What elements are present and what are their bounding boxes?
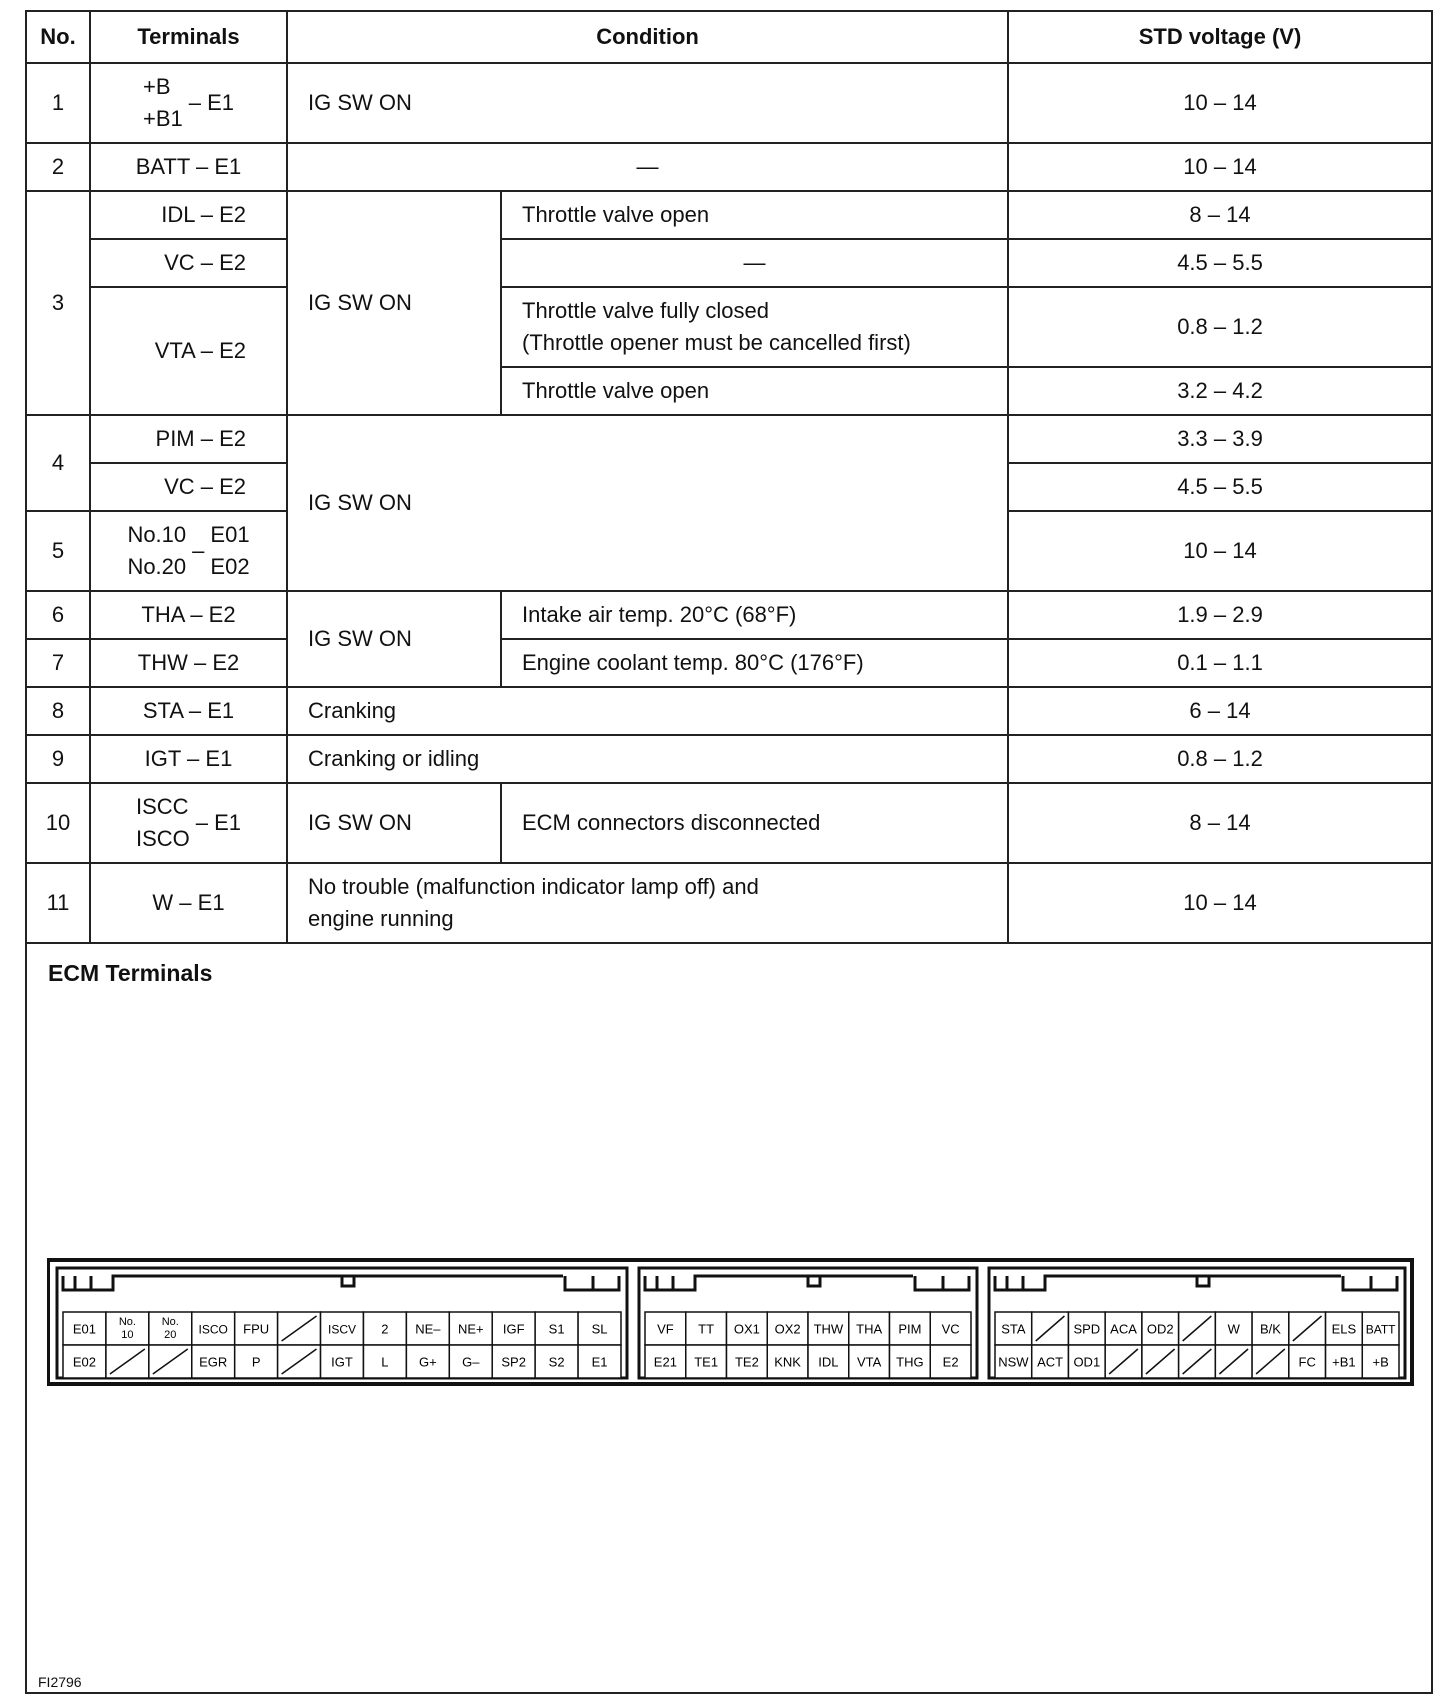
pin-label: E2 bbox=[942, 1354, 959, 1370]
row-detail: — bbox=[501, 239, 1008, 287]
terminal-name: E01 bbox=[210, 522, 250, 547]
table-row bbox=[26, 287, 1432, 367]
row-condition: IG SW ON bbox=[287, 783, 501, 863]
pin-label: E1 bbox=[591, 1354, 608, 1370]
detail-line: (Throttle opener must be cancelled first) bbox=[522, 330, 911, 355]
row-voltage: 6 – 14 bbox=[1008, 687, 1432, 735]
connector-svg bbox=[47, 1258, 1415, 1390]
pin-label: No. bbox=[118, 1316, 136, 1328]
row-terminals: THW – E2 bbox=[90, 639, 287, 687]
table-row bbox=[26, 239, 1432, 287]
pin-label: W bbox=[1227, 1321, 1240, 1337]
row-detail: Throttle valve open bbox=[501, 191, 1008, 239]
pin-label: VF bbox=[657, 1321, 674, 1337]
pin-label: ACA bbox=[1110, 1321, 1137, 1337]
table-row bbox=[26, 735, 1432, 783]
row-detail: Engine coolant temp. 80°C (176°F) bbox=[501, 639, 1008, 687]
pin-label: G+ bbox=[418, 1354, 437, 1370]
pin-label: P bbox=[251, 1354, 261, 1370]
row-terminals: IDL – E2 bbox=[90, 191, 287, 239]
row-no: 4 bbox=[26, 415, 90, 511]
latch-notch bbox=[645, 1276, 969, 1290]
terminal-ground: – E1 bbox=[188, 90, 235, 115]
pin-label: OX1 bbox=[733, 1321, 760, 1337]
row-detail bbox=[501, 287, 1008, 367]
row-voltage: 0.1 – 1.1 bbox=[1008, 639, 1432, 687]
pin-label: IDL bbox=[818, 1354, 839, 1370]
row-terminals bbox=[90, 783, 287, 863]
terminal-name: ISCC bbox=[135, 794, 189, 819]
row-voltage: 10 – 14 bbox=[1008, 863, 1432, 943]
voltage-spec-table bbox=[25, 10, 1433, 944]
pin-label: TT bbox=[698, 1321, 715, 1337]
pin-label: BATT bbox=[1365, 1322, 1396, 1337]
table-row bbox=[26, 415, 1432, 463]
table-row bbox=[26, 863, 1432, 943]
pin-label: E02 bbox=[72, 1354, 97, 1370]
pin-label: TE2 bbox=[734, 1354, 759, 1370]
row-terminals bbox=[90, 511, 287, 591]
table-row bbox=[26, 639, 1432, 687]
row-terminals: THA – E2 bbox=[90, 591, 287, 639]
pin-label: S1 bbox=[548, 1321, 565, 1337]
terminal-separator: – bbox=[192, 538, 205, 563]
pin-label: B/K bbox=[1259, 1321, 1281, 1337]
pin-label: EGR bbox=[199, 1354, 228, 1370]
pin-label: IGF bbox=[502, 1321, 525, 1337]
table-row bbox=[26, 191, 1432, 239]
condition-line: engine running bbox=[308, 906, 454, 931]
pin-label: L bbox=[381, 1354, 389, 1370]
pin-label: STA bbox=[1001, 1321, 1026, 1337]
pin-label: 20 bbox=[164, 1329, 177, 1341]
pin-label: VC bbox=[941, 1321, 960, 1337]
pin-label: ACT bbox=[1037, 1354, 1064, 1370]
terminal-name: No.20 bbox=[127, 554, 187, 579]
row-terminals: BATT – E1 bbox=[90, 143, 287, 191]
row-terminals: VC – E2 bbox=[90, 239, 287, 287]
detail-line: Throttle valve fully closed bbox=[522, 298, 769, 323]
row-voltage: 8 – 14 bbox=[1008, 783, 1432, 863]
row-no: 9 bbox=[26, 735, 90, 783]
header-condition: Condition bbox=[287, 11, 1008, 63]
row-detail: ECM connectors disconnected bbox=[501, 783, 1008, 863]
row-terminals bbox=[90, 63, 287, 143]
row-condition: IG SW ON bbox=[287, 191, 501, 415]
row-terminals: STA – E1 bbox=[90, 687, 287, 735]
row-voltage: 10 – 14 bbox=[1008, 63, 1432, 143]
pin-label: NSW bbox=[998, 1354, 1029, 1370]
pin-label: NE– bbox=[415, 1321, 441, 1337]
row-no: 10 bbox=[26, 783, 90, 863]
row-terminals: VTA – E2 bbox=[90, 287, 287, 415]
pin-label: NE+ bbox=[457, 1321, 484, 1337]
row-no: 2 bbox=[26, 143, 90, 191]
pin-label: THA bbox=[856, 1321, 883, 1337]
table-row bbox=[26, 591, 1432, 639]
row-voltage: 10 – 14 bbox=[1008, 511, 1432, 591]
row-voltage: 4.5 – 5.5 bbox=[1008, 463, 1432, 511]
pin-label: E01 bbox=[72, 1321, 97, 1337]
latch-notch bbox=[63, 1276, 619, 1290]
row-condition: — bbox=[287, 143, 1008, 191]
row-voltage: 4.5 – 5.5 bbox=[1008, 239, 1432, 287]
terminal-ground: – E1 bbox=[195, 810, 242, 835]
row-condition bbox=[287, 863, 1008, 943]
pin-label: THG bbox=[896, 1354, 924, 1370]
row-condition: Cranking or idling bbox=[287, 735, 1008, 783]
header-row bbox=[26, 11, 1432, 63]
terminal-name: ISCO bbox=[135, 826, 190, 851]
pin-label: SP2 bbox=[501, 1354, 526, 1370]
row-condition: IG SW ON bbox=[287, 63, 1008, 143]
row-terminals: IGT – E1 bbox=[90, 735, 287, 783]
row-condition: IG SW ON bbox=[287, 591, 501, 687]
pin-label: 2 bbox=[381, 1321, 389, 1337]
row-voltage: 0.8 – 1.2 bbox=[1008, 287, 1432, 367]
row-terminals: W – E1 bbox=[90, 863, 287, 943]
pin-label: SL bbox=[591, 1321, 608, 1337]
pin-label: S2 bbox=[548, 1354, 565, 1370]
table-row bbox=[26, 783, 1432, 863]
pin-label: E21 bbox=[653, 1354, 677, 1370]
pin-label: ISCO bbox=[198, 1322, 228, 1337]
pin-label: TE1 bbox=[694, 1354, 719, 1370]
row-no: 7 bbox=[26, 639, 90, 687]
pin-label: IGT bbox=[331, 1354, 353, 1370]
row-voltage: 3.2 – 4.2 bbox=[1008, 367, 1432, 415]
latch-notch bbox=[995, 1276, 1397, 1290]
pin-label: FPU bbox=[243, 1321, 270, 1337]
row-condition: IG SW ON bbox=[287, 415, 1008, 591]
row-condition: Cranking bbox=[287, 687, 1008, 735]
row-no: 3 bbox=[26, 191, 90, 415]
pin-label: +B bbox=[1372, 1354, 1389, 1370]
pin-label: THW bbox=[813, 1321, 844, 1337]
row-voltage: 0.8 – 1.2 bbox=[1008, 735, 1432, 783]
ecm-connector-diagram bbox=[47, 1258, 1415, 1390]
pin-label: OX2 bbox=[774, 1321, 801, 1337]
row-no: 1 bbox=[26, 63, 90, 143]
table-row bbox=[26, 63, 1432, 143]
row-terminals: VC – E2 bbox=[90, 463, 287, 511]
pin-label: ISCV bbox=[327, 1322, 357, 1337]
header-terminals: Terminals bbox=[90, 11, 287, 63]
table-row bbox=[26, 687, 1432, 735]
row-voltage: 8 – 14 bbox=[1008, 191, 1432, 239]
row-voltage: 1.9 – 2.9 bbox=[1008, 591, 1432, 639]
row-no: 5 bbox=[26, 511, 90, 591]
header-std-voltage: STD voltage (V) bbox=[1008, 11, 1432, 63]
table-row bbox=[26, 143, 1432, 191]
pin-label: SPD bbox=[1073, 1321, 1101, 1337]
pin-label: OD2 bbox=[1146, 1321, 1174, 1337]
pin-label: OD1 bbox=[1073, 1354, 1101, 1370]
terminal-name: +B1 bbox=[142, 106, 183, 131]
pin-label: 10 bbox=[121, 1329, 134, 1341]
row-no: 6 bbox=[26, 591, 90, 639]
figure-id: FI2796 bbox=[38, 1674, 82, 1690]
pin-label: KNK bbox=[774, 1354, 801, 1370]
row-no: 8 bbox=[26, 687, 90, 735]
terminal-name: No.10 bbox=[127, 522, 187, 547]
row-voltage: 3.3 – 3.9 bbox=[1008, 415, 1432, 463]
row-detail: Throttle valve open bbox=[501, 367, 1008, 415]
pin-label: No. bbox=[161, 1316, 179, 1328]
terminal-name: +B bbox=[142, 74, 171, 99]
terminal-name: E02 bbox=[210, 554, 250, 579]
pin-label: +B1 bbox=[1332, 1354, 1356, 1370]
row-no: 11 bbox=[26, 863, 90, 943]
row-detail: Intake air temp. 20°C (68°F) bbox=[501, 591, 1008, 639]
condition-line: No trouble (malfunction indicator lamp off) and bbox=[308, 874, 759, 899]
row-voltage: 10 – 14 bbox=[1008, 143, 1432, 191]
pin-label: FC bbox=[1298, 1354, 1316, 1370]
pin-label: VTA bbox=[856, 1354, 882, 1370]
ecm-terminals-title: ECM Terminals bbox=[48, 960, 213, 986]
header-no: No. bbox=[26, 11, 90, 63]
pin-label: PIM bbox=[898, 1321, 922, 1337]
row-terminals: PIM – E2 bbox=[90, 415, 287, 463]
pin-label: ELS bbox=[1331, 1321, 1357, 1337]
pin-label: G– bbox=[462, 1354, 480, 1370]
